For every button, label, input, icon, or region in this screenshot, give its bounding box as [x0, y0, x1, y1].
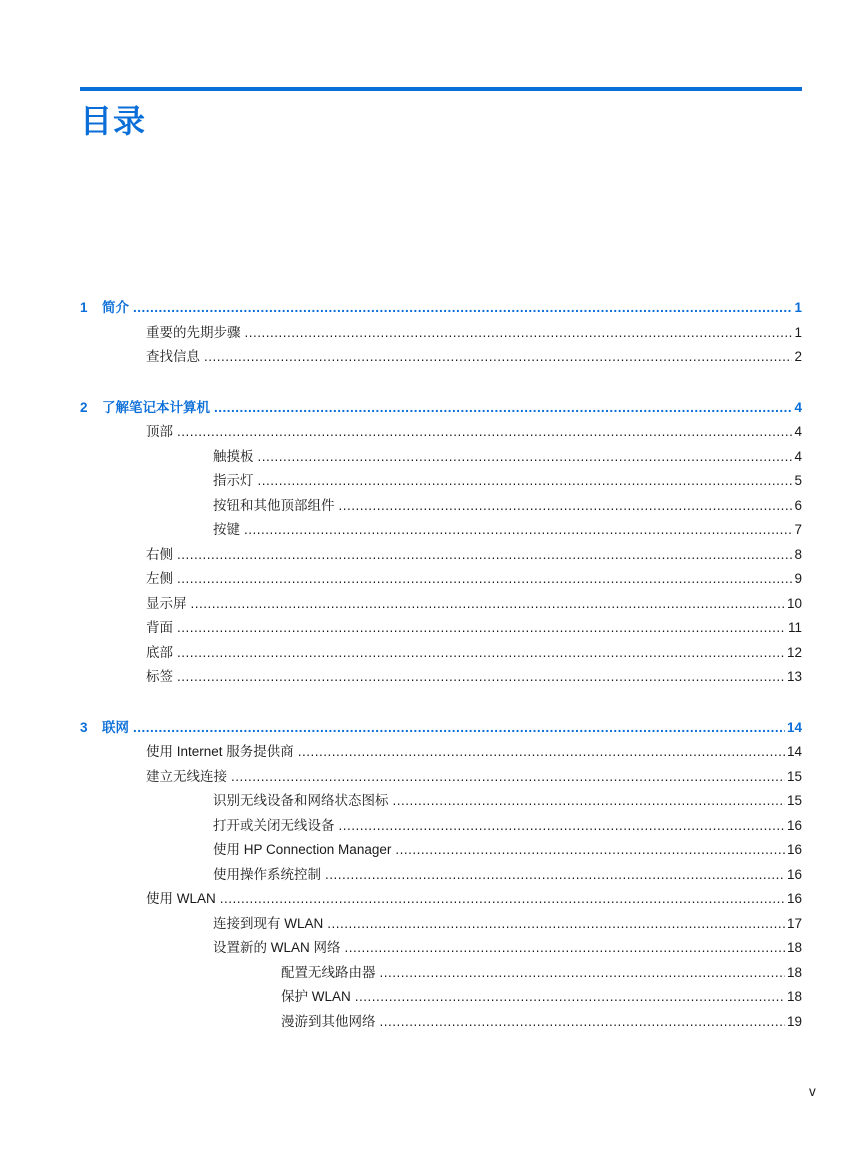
chapter-title: 联网: [102, 719, 129, 735]
page-folio: v: [809, 1084, 816, 1099]
page-title: 目录: [80, 103, 147, 139]
toc-entry[interactable]: [80, 863, 802, 888]
chapter-number: 1: [80, 300, 88, 315]
toc-entry[interactable]: [80, 936, 802, 961]
entry-title: 左侧: [146, 571, 173, 586]
page-number: 14: [786, 744, 802, 759]
page-number: 1: [794, 324, 802, 340]
entry-title: 连接到现有 WLAN: [213, 915, 324, 931]
toc-entry[interactable]: [80, 321, 802, 346]
entry-title: 使用操作系统控制: [213, 866, 321, 882]
dot-leader: [177, 567, 792, 592]
toc-entry[interactable]: [80, 469, 802, 494]
entry-title: 底部: [146, 644, 173, 660]
toc-entry[interactable]: [80, 887, 802, 912]
dot-leader: [258, 445, 793, 470]
entry-title: 设置新的 WLAN 网络: [213, 940, 341, 955]
page-number: 17: [786, 915, 802, 931]
toc-chapter-3[interactable]: [80, 716, 802, 741]
toc-entry[interactable]: [80, 740, 802, 765]
page-number: 11: [787, 620, 802, 635]
page-number: 13: [786, 669, 802, 684]
page-number: 8: [794, 546, 802, 562]
toc-entry[interactable]: [80, 961, 802, 986]
page-number: 15: [786, 768, 802, 784]
chapter-title: 简介: [102, 300, 129, 315]
dot-leader: [177, 420, 792, 445]
dot-leader: [325, 863, 785, 888]
toc-entry[interactable]: [80, 616, 802, 641]
dot-leader: [345, 936, 785, 961]
toc-entry[interactable]: [80, 543, 802, 568]
toc-entry[interactable]: [80, 518, 802, 543]
page-number: 16: [786, 866, 802, 882]
toc-entry[interactable]: [80, 665, 802, 690]
entry-title: 重要的先期步骤: [146, 324, 241, 340]
toc-entry[interactable]: [80, 445, 802, 470]
page-number: 16: [786, 891, 802, 906]
entry-title: 识别无线设备和网络状态图标: [213, 793, 389, 808]
page-number: 19: [786, 1013, 802, 1029]
dot-leader: [244, 518, 792, 543]
entry-title: 右侧: [146, 546, 173, 562]
entry-title: 使用 HP Connection Manager: [213, 842, 392, 857]
entry-title: 漫游到其他网络: [281, 1013, 376, 1029]
entry-title: 触摸板: [213, 448, 254, 464]
page-number: 2: [794, 349, 802, 364]
dot-leader: [177, 543, 792, 568]
dot-leader: [133, 716, 785, 741]
dot-leader: [395, 838, 785, 863]
toc-entry[interactable]: [80, 1010, 802, 1035]
toc-entry[interactable]: [80, 985, 802, 1010]
entry-title: 建立无线连接: [146, 768, 227, 784]
dot-leader: [177, 665, 785, 690]
page-number: 12: [786, 644, 802, 660]
page-number: 4: [794, 424, 802, 439]
entry-title: 显示屏: [146, 595, 187, 611]
toc-entry[interactable]: [80, 345, 802, 370]
entry-title: 使用 Internet 服务提供商: [146, 744, 294, 759]
page-number: 1: [794, 300, 802, 315]
entry-title: 按钮和其他顶部组件: [213, 497, 335, 513]
header-rule: [80, 87, 802, 91]
entry-title: 顶部: [146, 424, 173, 439]
toc-entry[interactable]: [80, 789, 802, 814]
dot-leader: [393, 789, 785, 814]
dot-leader: [191, 592, 785, 617]
entry-title: 标签: [146, 669, 173, 684]
dot-leader: [177, 616, 786, 641]
entry-title: 保护 WLAN: [281, 989, 351, 1004]
entry-title: 打开或关闭无线设备: [213, 817, 335, 833]
dot-leader: [355, 985, 785, 1010]
page-number: 18: [786, 940, 802, 955]
table-of-contents: [80, 296, 802, 1034]
entry-title: 配置无线路由器: [281, 964, 376, 980]
dot-leader: [380, 961, 785, 986]
page-number: 16: [786, 817, 802, 833]
dot-leader: [380, 1010, 785, 1035]
dot-leader: [258, 469, 793, 494]
dot-leader: [327, 912, 785, 937]
toc-chapter-2[interactable]: [80, 396, 802, 421]
chapter-number: 2: [80, 399, 88, 415]
page-number: 7: [794, 522, 802, 537]
page-number: 9: [794, 571, 802, 586]
page-number: 16: [786, 842, 802, 857]
page-number: 14: [786, 719, 802, 735]
toc-chapter-1[interactable]: [80, 296, 802, 321]
dot-leader: [298, 740, 785, 765]
dot-leader: [339, 494, 793, 519]
page-number: 4: [794, 448, 802, 464]
dot-leader: [214, 396, 792, 421]
dot-leader: [220, 887, 785, 912]
toc-entry[interactable]: [80, 814, 802, 839]
dot-leader: [177, 641, 785, 666]
toc-entry[interactable]: [80, 592, 802, 617]
toc-entry[interactable]: [80, 912, 802, 937]
toc-entry[interactable]: [80, 838, 802, 863]
chapter-title: 了解笔记本计算机: [102, 399, 210, 415]
entry-title: 按键: [213, 522, 240, 537]
page-number: 6: [794, 497, 802, 513]
dot-leader: [245, 321, 793, 346]
page-number: 4: [794, 399, 802, 415]
entry-title: 查找信息: [146, 349, 200, 364]
dot-leader: [133, 296, 792, 321]
entry-title: 使用 WLAN: [146, 891, 216, 906]
page-number: 5: [794, 473, 802, 488]
toc-entry[interactable]: [80, 494, 802, 519]
dot-leader: [204, 345, 792, 370]
page-number: 10: [786, 595, 802, 611]
page-number: 18: [786, 964, 802, 980]
chapter-number: 3: [80, 719, 88, 735]
toc-entry[interactable]: [80, 765, 802, 790]
entry-title: 背面: [146, 620, 173, 635]
toc-entry[interactable]: [80, 567, 802, 592]
toc-entry[interactable]: [80, 420, 802, 445]
page-number: 15: [786, 793, 802, 808]
entry-title: 指示灯: [213, 473, 254, 488]
dot-leader: [339, 814, 785, 839]
dot-leader: [231, 765, 785, 790]
page-number: 18: [786, 989, 802, 1004]
toc-entry[interactable]: [80, 641, 802, 666]
